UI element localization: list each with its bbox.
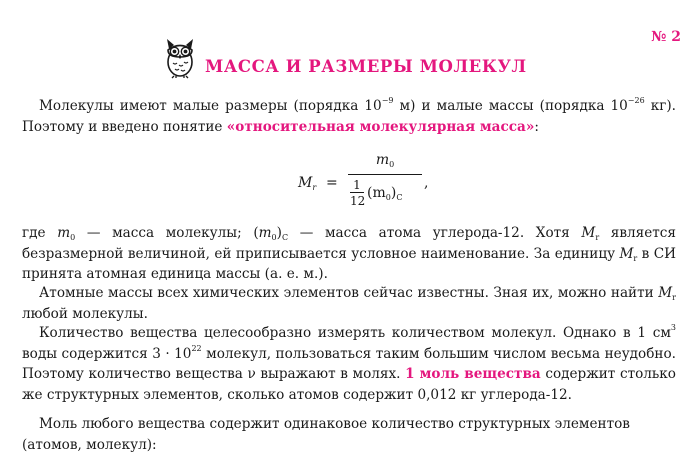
page-number: № 2 [651, 29, 681, 45]
highlight-term: «относительная молекулярная масса» [226, 118, 535, 135]
highlight-mole: 1 моль вещества [405, 366, 541, 382]
paragraph-intro: Молекулы имеют малые размеры (порядка $10^{-9}$ м) и малые массы (порядка $10^{-26}$ кг). Поэтому и введено понятие «относительная молекулярная масса»: [22, 96, 676, 135]
page-title: МАССА И РАЗМЕРЫ МОЛЕКУЛ [205, 57, 527, 76]
paragraph-mole: Количество вещества целесообразно измерять количеством молекул. Однако в 1 $см^3$ воды содержится $3 \cdot 10^{22}$ молекул, пользоваться таким большим числом весьма неудобно. Поэтому количество вещества ν выражают в молях. 1 моль вещества содержит столько же структурных элементов, сколько атомов содержит 0,012 кг углерода-12. [22, 323, 676, 403]
paragraph-definition: где $m_0$ — масса молекулы; $(m_0)_C$ — масса атома углерода-12. Хотя $M_r$ является безразмерной величиной, ей приписывается условное наименование. За единицу $M_r$ в СИ принята атомная единица массы (а. е. м.). [22, 225, 676, 282]
paragraph-atomic-masses: Атомные массы всех химических элементов сейчас известны. Зная их, можно найти $M_r$ любой молекулы. [22, 285, 676, 322]
owl-icon [163, 35, 197, 79]
formula-mr: $M_r$ = $m_0$ 1 12 $(m_0)_C$ , [298, 152, 429, 208]
paragraph-mole-structure: Моль любого вещества содержит одинаковое количество структурных элементов (атомов, молекул): [22, 416, 630, 453]
